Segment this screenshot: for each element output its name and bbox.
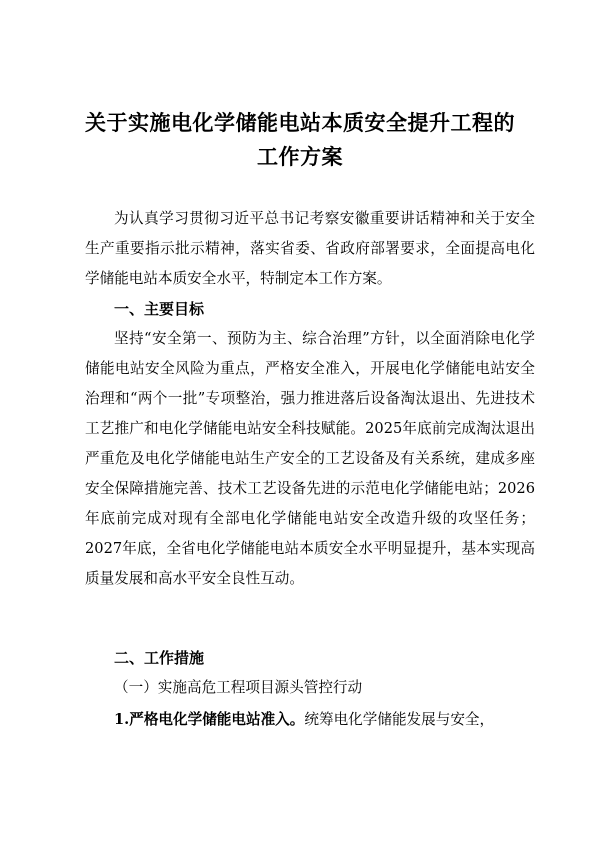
section-heading-main-goals: 一、主要目标 bbox=[114, 300, 205, 318]
section-heading-work-measures: 二、工作措施 bbox=[114, 649, 205, 667]
intro-paragraph: 为认真学习贯彻习近平总书记考察安徽重要讲话精神和关于安全生产重要指示批示精神，落实省委、省政府部署要求，全面提高电化学储能电站本质安全水平，特制定本工作方案。 bbox=[85, 210, 535, 287]
subsection-heading-source-control: （一）实施高危工程项目源头管控行动 bbox=[114, 679, 363, 696]
document-title-line-2: 工作方案 bbox=[257, 144, 343, 169]
measure-item-1-title: 1.严格电化学储能电站准入。 bbox=[114, 711, 305, 728]
measure-item-1-text: 统筹电化学储能发展与安全， bbox=[304, 711, 495, 728]
document-title-line-1: 关于实施电化学储能电站本质安全提升工程的 bbox=[85, 110, 515, 135]
main-goals-paragraph: 坚持“安全第一、预防为主、综合治理”方针，以全面消除电化学储能电站安全风险为重点，严格安全准入，开展电化学储能电站安全治理和“两个一批”专项整治，强力推进落后设备淘汰退出、先进技术工艺推广和电化学储能电站安全科技赋能。2025年底前完成淘汰退出严重危及电化学储能电站生产安全的工艺设备及有关系统，建成多座安全保障措施完善、技术工艺设备先进的示范电化学储能电站；2026年底前完成对现有全部电化学储能电站安全改造升级的攻坚任务；2027年底，全省电化学储能电站本质安全水平明显提升，基本实现高质量发展和高水平安全良性互动。 bbox=[85, 330, 535, 587]
measure-item-1 bbox=[114, 705, 535, 735]
